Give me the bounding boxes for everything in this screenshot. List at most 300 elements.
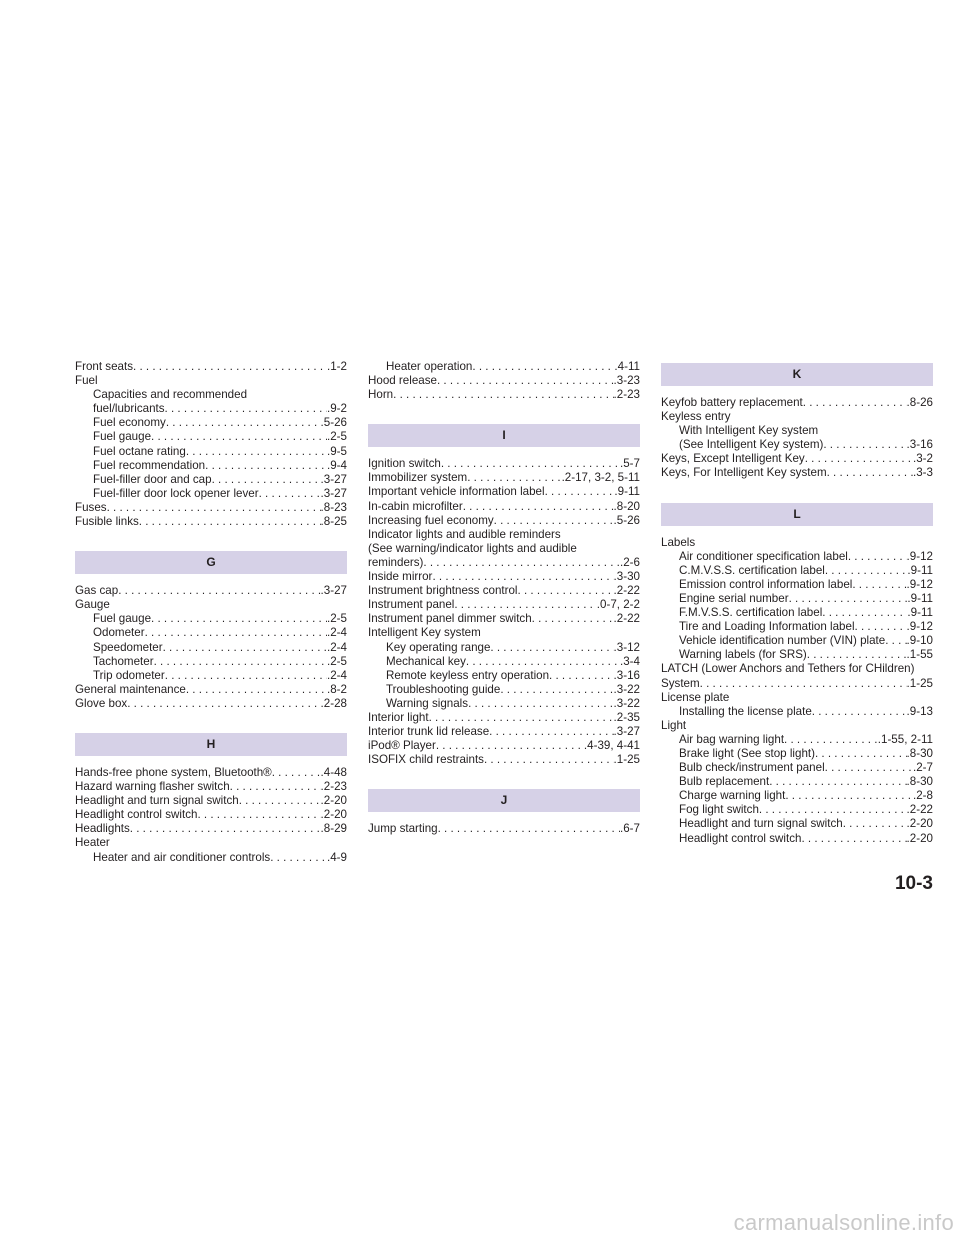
entry-label: Troubleshooting guide bbox=[386, 682, 501, 696]
dot-leader bbox=[197, 808, 320, 822]
index-entry bbox=[661, 438, 933, 452]
entry-page-ref: . 9-13 bbox=[907, 705, 933, 719]
index-entry bbox=[368, 598, 640, 612]
entry-label: Headlight control switch bbox=[75, 808, 198, 822]
entry-page-ref: . 3-3 bbox=[913, 466, 933, 480]
index-entry bbox=[661, 832, 933, 846]
entry-page-ref: . 3-27 bbox=[321, 487, 347, 501]
entry-page-ref: . 1-25 bbox=[614, 753, 640, 767]
index-heading bbox=[661, 536, 933, 550]
entry-page-ref: . 8-26 bbox=[907, 396, 933, 410]
dot-leader bbox=[166, 416, 321, 430]
entry-label: Hood release bbox=[368, 374, 437, 388]
entry-page-ref: . 2-4 bbox=[327, 641, 347, 655]
dot-leader bbox=[436, 739, 584, 753]
index-entry bbox=[368, 485, 640, 499]
entry-page-ref: . 3-4 bbox=[620, 655, 640, 669]
entry-label: Emission control information label bbox=[679, 577, 853, 591]
section-header-j: J bbox=[368, 789, 640, 812]
index-entry bbox=[661, 396, 933, 410]
dot-leader bbox=[154, 655, 327, 669]
index-entry bbox=[75, 780, 347, 794]
entry-label: Keys, For Intelligent Key system bbox=[661, 466, 827, 480]
entry-page-ref: . 6-7 bbox=[620, 822, 640, 836]
entry-label: Headlight and turn signal switch bbox=[75, 794, 239, 808]
entry-label: Important vehicle information label bbox=[368, 485, 545, 499]
entry-label: Installing the license plate bbox=[679, 704, 812, 718]
page-number: 10-3 bbox=[894, 873, 933, 894]
entry-label: Tire and Loading Information label bbox=[679, 620, 855, 634]
entry-page-ref: . 8-29 bbox=[321, 822, 347, 836]
dot-leader bbox=[805, 452, 913, 466]
index-entry bbox=[75, 584, 347, 598]
dot-leader bbox=[472, 360, 614, 374]
dot-leader bbox=[230, 780, 321, 794]
index-entry bbox=[661, 803, 933, 817]
dot-leader bbox=[259, 487, 321, 501]
entry-label: Fuel octane rating bbox=[93, 444, 186, 458]
entry-label: Light bbox=[661, 718, 687, 732]
dot-leader bbox=[825, 564, 908, 578]
dot-leader bbox=[518, 584, 614, 598]
entry-page-ref: . 2-20 bbox=[907, 817, 933, 831]
dot-leader bbox=[784, 733, 878, 747]
entry-page-ref: . 3-16 bbox=[614, 669, 640, 683]
entry-label: Heater bbox=[75, 836, 110, 850]
entry-label: F.M.V.S.S. certification label bbox=[679, 606, 823, 620]
entry-label: Labels bbox=[661, 535, 696, 549]
entry-label: Horn bbox=[368, 388, 394, 402]
dot-leader bbox=[885, 634, 906, 648]
entry-page-ref: . 5-26 bbox=[614, 514, 640, 528]
index-entry bbox=[75, 430, 347, 444]
entry-page-ref: . 5-7 bbox=[620, 457, 640, 471]
entry-page-ref: . 8-25 bbox=[321, 515, 347, 529]
index-entry bbox=[368, 556, 640, 570]
entry-page-ref: . 4-11 bbox=[614, 360, 640, 374]
section-header-g: G bbox=[75, 551, 347, 574]
entry-label: LATCH (Lower Anchors and Tethers for CHildren) bbox=[661, 662, 915, 676]
entry-label: Gas cap bbox=[75, 584, 119, 598]
entry-label: Fuel-filler door lock opener lever bbox=[93, 486, 259, 500]
dot-leader bbox=[145, 626, 327, 640]
entry-label: Fuel-filler door and cap bbox=[93, 472, 212, 486]
index-entry bbox=[661, 550, 933, 564]
dot-leader bbox=[789, 592, 908, 606]
index-heading bbox=[661, 410, 933, 424]
entry-label: Inside mirror bbox=[368, 570, 433, 584]
index-entry bbox=[368, 683, 640, 697]
entry-label: Hands-free phone system, Bluetooth® bbox=[75, 765, 272, 779]
dot-leader bbox=[212, 473, 321, 487]
entry-label: Interior light bbox=[368, 710, 429, 724]
entry-label: Fuel bbox=[75, 374, 98, 388]
entry-label: Capacities and recommended bbox=[93, 388, 248, 402]
dot-leader bbox=[489, 725, 613, 739]
index-entry bbox=[661, 705, 933, 719]
dot-leader bbox=[165, 669, 327, 683]
entry-page-ref: . 0-7, 2-2 bbox=[597, 598, 640, 612]
dot-leader bbox=[545, 485, 615, 499]
index-entry bbox=[661, 747, 933, 761]
section-header-h: H bbox=[75, 733, 347, 756]
dot-leader bbox=[165, 402, 327, 416]
index-heading bbox=[75, 598, 347, 612]
entry-label: With Intelligent Key system bbox=[679, 424, 819, 438]
index-entry bbox=[368, 360, 640, 374]
entry-label: Interior trunk lid release bbox=[368, 725, 490, 739]
entry-page-ref: . 1-25 bbox=[907, 677, 933, 691]
entry-page-ref: . 3-27 bbox=[614, 725, 640, 739]
index-entry bbox=[75, 794, 347, 808]
dot-leader bbox=[133, 360, 327, 374]
entry-page-ref: . 3-23 bbox=[614, 374, 640, 388]
entry-page-ref: . 3-2 bbox=[913, 452, 933, 466]
dot-leader bbox=[454, 598, 596, 612]
dot-leader bbox=[463, 500, 614, 514]
index-entry bbox=[75, 360, 347, 374]
entry-label: (See Intelligent Key system) bbox=[679, 438, 824, 452]
index-heading bbox=[368, 528, 640, 542]
entry-page-ref: . 8-30 bbox=[907, 775, 933, 789]
entry-label: Fuel recommendation bbox=[93, 458, 206, 472]
index-column-3 bbox=[661, 360, 933, 846]
dot-leader bbox=[429, 711, 614, 725]
index-entry bbox=[661, 634, 933, 648]
entry-page-ref: . 2-35 bbox=[614, 711, 640, 725]
index-entry bbox=[368, 739, 640, 753]
index-entry bbox=[368, 612, 640, 626]
index-entry bbox=[661, 466, 933, 480]
index-entry bbox=[75, 487, 347, 501]
entry-page-ref: . 9-11 bbox=[614, 485, 640, 499]
dot-leader bbox=[490, 641, 613, 655]
index-entry bbox=[661, 452, 933, 466]
dot-leader bbox=[848, 550, 907, 564]
entry-page-ref: . 2-5 bbox=[327, 655, 347, 669]
entry-page-ref: . 2-23 bbox=[321, 780, 347, 794]
entry-label: Engine serial number bbox=[679, 591, 789, 605]
index-entry bbox=[75, 697, 347, 711]
entry-page-ref: . 8-2 bbox=[327, 683, 347, 697]
entry-label: Headlight control switch bbox=[679, 831, 802, 845]
entry-label: Hazard warning flasher switch bbox=[75, 780, 230, 794]
entry-label: Keyfob battery replacement bbox=[661, 396, 803, 409]
entry-label: iPod® Player bbox=[368, 739, 436, 753]
index-heading bbox=[75, 374, 347, 388]
entry-page-ref: . 9-11 bbox=[907, 564, 933, 578]
dot-leader bbox=[127, 697, 320, 711]
dot-leader bbox=[272, 766, 321, 780]
dot-leader bbox=[393, 388, 613, 402]
dot-leader bbox=[843, 817, 907, 831]
entry-label: Instrument brightness control bbox=[368, 584, 518, 598]
dot-leader bbox=[801, 832, 906, 846]
dot-leader bbox=[484, 753, 614, 767]
dot-leader bbox=[163, 641, 327, 655]
entry-page-ref: . 9-5 bbox=[327, 445, 347, 459]
index-entry bbox=[75, 641, 347, 655]
entry-label: Charge warning light bbox=[679, 789, 786, 803]
entry-label: System bbox=[661, 676, 700, 690]
entry-page-ref: . 1-55 bbox=[907, 648, 933, 662]
index-heading bbox=[661, 424, 933, 438]
entry-label: Fuel gauge bbox=[93, 612, 152, 626]
entry-label: fuel/lubricants bbox=[93, 402, 165, 416]
dot-leader bbox=[769, 775, 906, 789]
dot-leader bbox=[827, 466, 913, 480]
entry-page-ref: . 3-27 bbox=[321, 584, 347, 598]
entry-label: License plate bbox=[661, 690, 730, 704]
entry-label: Remote keyless entry operation bbox=[386, 668, 550, 682]
index-entry bbox=[661, 648, 933, 662]
entry-page-ref: . 2-7 bbox=[913, 761, 933, 775]
index-entry bbox=[75, 612, 347, 626]
entry-page-ref: . 3-22 bbox=[614, 683, 640, 697]
entry-label: Fusible links bbox=[75, 515, 139, 529]
dot-leader bbox=[549, 669, 614, 683]
entry-page-ref: . 5-26 bbox=[321, 416, 347, 430]
index-heading bbox=[661, 691, 933, 705]
dot-leader bbox=[822, 606, 907, 620]
entry-label: Fog light switch bbox=[679, 803, 759, 817]
dot-leader bbox=[467, 471, 561, 485]
index-entry bbox=[661, 775, 933, 789]
entry-label: Fuses bbox=[75, 500, 107, 514]
entry-page-ref: . 2-8 bbox=[913, 789, 933, 803]
dot-leader bbox=[139, 515, 321, 529]
dot-leader bbox=[700, 677, 907, 691]
entry-page-ref: . 3-22 bbox=[614, 697, 640, 711]
entry-label: Tachometer bbox=[93, 654, 154, 668]
index-entry bbox=[75, 501, 347, 515]
index-entry bbox=[75, 416, 347, 430]
index-entry bbox=[75, 515, 347, 529]
entry-label: C.M.V.S.S. certification label bbox=[679, 563, 825, 577]
entry-page-ref: . 2-4 bbox=[327, 669, 347, 683]
index-entry bbox=[368, 570, 640, 584]
dot-leader bbox=[532, 612, 614, 626]
entry-page-ref: . 2-22 bbox=[614, 584, 640, 598]
index-heading bbox=[661, 662, 933, 676]
entry-page-ref: . 9-12 bbox=[907, 620, 933, 634]
index-heading bbox=[661, 719, 933, 733]
index-entry bbox=[661, 677, 933, 691]
index-entry bbox=[368, 822, 640, 836]
entry-page-ref: . 9-2 bbox=[327, 402, 347, 416]
dot-leader bbox=[759, 803, 907, 817]
index-entry bbox=[368, 669, 640, 683]
index-entry bbox=[368, 655, 640, 669]
index-entry bbox=[75, 808, 347, 822]
entry-label: Heater operation bbox=[386, 360, 473, 373]
entry-label: Immobilizer system bbox=[368, 471, 468, 485]
index-entry bbox=[368, 584, 640, 598]
entry-page-ref: . 2-23 bbox=[614, 388, 640, 402]
entry-page-ref: . 4-39, 4-41 bbox=[584, 739, 640, 753]
index-entry bbox=[368, 711, 640, 725]
entry-page-ref: . 2-20 bbox=[321, 808, 347, 822]
entry-page-ref: . 2-20 bbox=[321, 794, 347, 808]
dot-leader bbox=[239, 794, 321, 808]
entry-page-ref: . 1-55, 2-11 bbox=[878, 733, 933, 747]
entry-label: Brake light (See stop light) bbox=[679, 746, 815, 760]
dot-leader bbox=[500, 683, 613, 697]
dot-leader bbox=[855, 620, 907, 634]
dot-leader bbox=[118, 584, 320, 598]
dot-leader bbox=[468, 697, 613, 711]
entry-page-ref: . 2-20 bbox=[907, 832, 933, 846]
entry-page-ref: . 9-10 bbox=[907, 634, 933, 648]
entry-page-ref: . 1-2 bbox=[327, 360, 347, 374]
index-heading bbox=[75, 836, 347, 850]
index-entry bbox=[661, 578, 933, 592]
entry-label: reminders) bbox=[368, 555, 424, 569]
entry-label: Instrument panel dimmer switch bbox=[368, 612, 532, 626]
entry-label: In-cabin microfilter bbox=[368, 499, 463, 513]
entry-label: Fuel gauge bbox=[93, 430, 152, 444]
dot-leader bbox=[494, 514, 614, 528]
index-entry bbox=[75, 822, 347, 836]
index-entry bbox=[368, 388, 640, 402]
entry-label: Vehicle identification number (VIN) plate bbox=[679, 634, 886, 648]
dot-leader bbox=[270, 851, 327, 865]
entry-page-ref: . 9-4 bbox=[327, 459, 347, 473]
index-entry bbox=[368, 471, 640, 485]
dot-leader bbox=[785, 789, 913, 803]
index-entry bbox=[75, 626, 347, 640]
entry-label: Trip odometer bbox=[93, 668, 165, 682]
index-column-1 bbox=[75, 360, 347, 865]
entry-label: Fuel economy bbox=[93, 416, 166, 430]
entry-page-ref: . 3-27 bbox=[321, 473, 347, 487]
entry-label: Indicator lights and audible reminders bbox=[368, 527, 561, 541]
entry-label: (See warning/indicator lights and audible bbox=[368, 541, 577, 555]
dot-leader bbox=[432, 570, 613, 584]
index-entry bbox=[661, 620, 933, 634]
dot-leader bbox=[205, 459, 327, 473]
entry-label: Instrument panel bbox=[368, 598, 455, 612]
entry-label: Air bag warning light bbox=[679, 732, 785, 746]
index-entry bbox=[75, 473, 347, 487]
entry-page-ref: . 2-6 bbox=[620, 556, 640, 570]
dot-leader bbox=[151, 430, 327, 444]
section-header-i: I bbox=[368, 424, 640, 447]
entry-label: Increasing fuel economy bbox=[368, 513, 494, 527]
watermark: carmanualsonline.info bbox=[733, 1210, 954, 1235]
index-entry bbox=[368, 514, 640, 528]
dot-leader bbox=[852, 578, 906, 592]
entry-label: Front seats bbox=[75, 360, 133, 373]
dot-leader bbox=[107, 501, 321, 515]
index-column-2 bbox=[368, 360, 640, 836]
dot-leader bbox=[438, 822, 620, 836]
entry-label: Mechanical key bbox=[386, 654, 466, 668]
entry-page-ref: . 2-22 bbox=[614, 612, 640, 626]
dot-leader bbox=[186, 683, 327, 697]
entry-page-ref: . 2-4 bbox=[327, 626, 347, 640]
dot-leader bbox=[437, 374, 614, 388]
entry-page-ref: . 4-48 bbox=[321, 766, 347, 780]
entry-page-ref: . 8-23 bbox=[321, 501, 347, 515]
index-entry bbox=[75, 655, 347, 669]
index-entry bbox=[661, 592, 933, 606]
section-header-k: K bbox=[661, 363, 933, 386]
entry-label: Ignition switch bbox=[368, 457, 441, 471]
entry-page-ref: . 9-12 bbox=[907, 578, 933, 592]
index-entry bbox=[661, 817, 933, 831]
entry-label: Key operating range bbox=[386, 640, 491, 654]
entry-label: Warning signals bbox=[386, 696, 469, 710]
entry-label: Gauge bbox=[75, 598, 110, 612]
entry-label: Headlights bbox=[75, 822, 130, 836]
index-entry bbox=[661, 789, 933, 803]
index-entry bbox=[661, 564, 933, 578]
dot-leader bbox=[823, 438, 906, 452]
dot-leader bbox=[825, 761, 913, 775]
dot-leader bbox=[423, 556, 620, 570]
entry-label: Bulb check/instrument panel bbox=[679, 761, 825, 775]
entry-page-ref: . 9-12 bbox=[907, 550, 933, 564]
index-entry bbox=[661, 606, 933, 620]
dot-leader bbox=[466, 655, 620, 669]
index-entry bbox=[661, 733, 933, 747]
index-entry bbox=[368, 753, 640, 767]
entry-page-ref: . 3-12 bbox=[614, 641, 640, 655]
entry-page-ref: . 9-11 bbox=[907, 592, 933, 606]
dot-leader bbox=[807, 648, 907, 662]
index-entry bbox=[661, 761, 933, 775]
index-heading bbox=[75, 388, 347, 402]
index-entry bbox=[75, 766, 347, 780]
entry-page-ref: . 8-20 bbox=[614, 500, 640, 514]
dot-leader bbox=[441, 457, 620, 471]
entry-label: Bulb replacement bbox=[679, 775, 770, 789]
entry-label: ISOFIX child restraints bbox=[368, 753, 484, 767]
dot-leader bbox=[130, 822, 321, 836]
index-entry bbox=[75, 459, 347, 473]
entry-label: Intelligent Key system bbox=[368, 626, 481, 640]
entry-page-ref: . 4-9 bbox=[327, 851, 347, 865]
section-header-l: L bbox=[661, 503, 933, 526]
dot-leader bbox=[815, 747, 907, 761]
index-entry bbox=[368, 725, 640, 739]
dot-leader bbox=[803, 396, 907, 410]
entry-page-ref: . 2-5 bbox=[327, 612, 347, 626]
entry-page-ref: . 2-22 bbox=[907, 803, 933, 817]
entry-label: Speedometer bbox=[93, 640, 163, 654]
index-entry bbox=[368, 500, 640, 514]
index-entry bbox=[75, 851, 347, 865]
dot-leader bbox=[186, 445, 327, 459]
entry-label: General maintenance bbox=[75, 682, 186, 696]
dot-leader bbox=[812, 705, 907, 719]
entry-page-ref: . 8-30 bbox=[907, 747, 933, 761]
entry-label: Air conditioner specification label bbox=[679, 549, 848, 563]
entry-page-ref: . 2-28 bbox=[321, 697, 347, 711]
index-heading bbox=[368, 542, 640, 556]
entry-label: Glove box bbox=[75, 696, 128, 710]
index-entry bbox=[368, 697, 640, 711]
entry-page-ref: . 3-16 bbox=[907, 438, 933, 452]
entry-label: Keyless entry bbox=[661, 410, 731, 424]
entry-label: Headlight and turn signal switch bbox=[679, 817, 843, 831]
index-entry bbox=[368, 457, 640, 471]
index-entry bbox=[368, 641, 640, 655]
entry-page-ref: . 3-30 bbox=[614, 570, 640, 584]
entry-page-ref: . 2-17, 3-2, 5-11 bbox=[562, 471, 640, 485]
entry-label: Warning labels (for SRS) bbox=[679, 648, 807, 662]
